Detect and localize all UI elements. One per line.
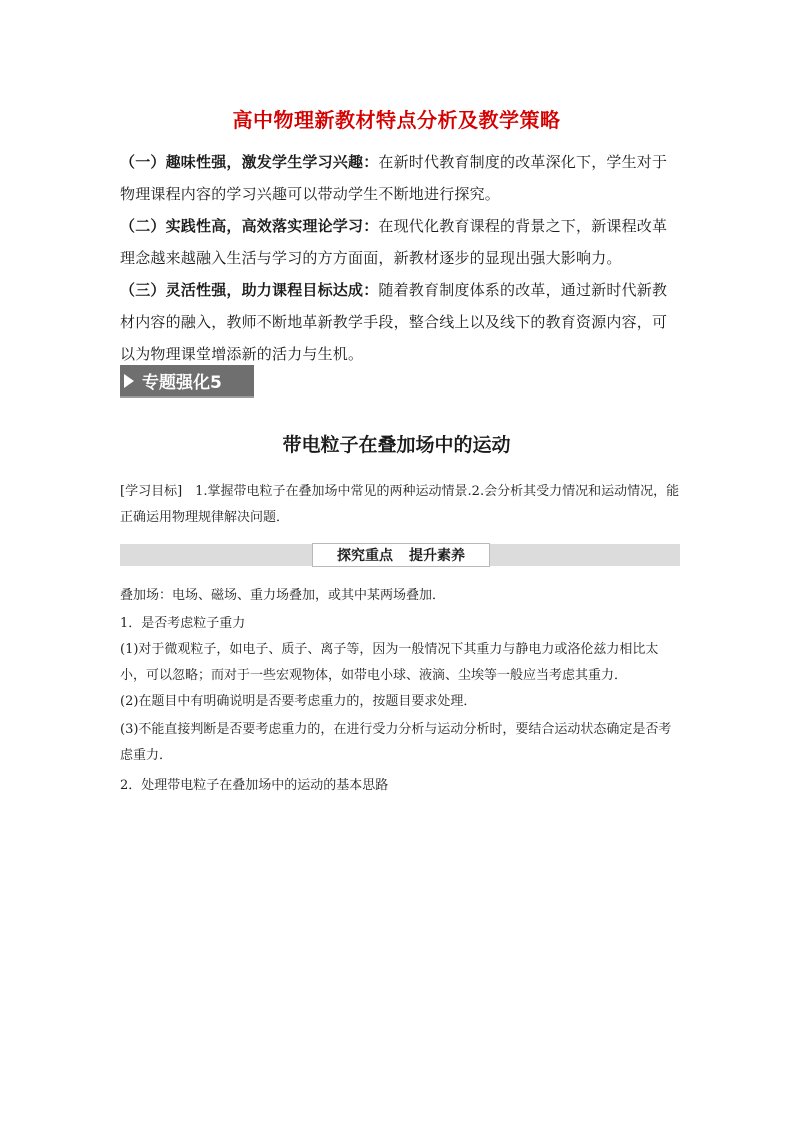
- section-title: 带电粒子在叠加场中的运动: [282, 434, 511, 456]
- body-line-1: 叠加场：电场、磁场、重力场叠加，或其中某两场叠加．: [120, 588, 446, 603]
- body-line-5: (3)不能直接判断是否要考虑重力的，在进行受力分析与运动分析时，要结合运动状态确定是否考虑重力．: [120, 722, 672, 763]
- banner-underline: [120, 396, 254, 398]
- body-line-2: 1．是否考虑粒子重力: [120, 616, 246, 631]
- triangle-arrow-icon: [124, 374, 134, 388]
- band-label-left: 探究重点: [337, 548, 393, 564]
- intro-paragraph-3: [120, 274, 680, 370]
- intro-text-3: 随着教育制度体系的改革，通过新时代新教材内容的融入，教师不断地革新教学手段，整合线上以及线下的教育资源内容，可以为物理课堂增添新的活力与生机。: [120, 281, 668, 363]
- body-line-6: 2．处理带电粒子在叠加场中的运动的基本思路: [120, 778, 389, 793]
- intro-heading-3: （三）灵活性强，助力课程目标达成：: [120, 281, 379, 299]
- intro-heading-2: （二）实践性高，高效落实理论学习：: [120, 217, 379, 235]
- body-line-4: (2)在题目中有明确说明是否要考虑重力的，按题目要求处理．: [120, 694, 477, 709]
- section-band-label: [312, 543, 490, 567]
- body-line-3: (1)对于微观粒子，如电子、质子、离子等，因为一般情况下其重力与静电力或洛伦兹力相比太小，可以忽略；而对于一些宏观物体，如带电小球、液滴、尘埃等一般应当考虑其重力．: [120, 642, 659, 683]
- page-title: 高中物理新教材特点分析及教学策略: [232, 108, 561, 132]
- topic-banner: [120, 365, 254, 396]
- intro-heading-1: （一）趣味性强，激发学生学习兴趣：: [120, 153, 379, 171]
- intro-paragraph-2: [120, 210, 680, 274]
- intro-paragraph-1: [120, 146, 680, 210]
- intro-text-1: 在新时代教育制度的改革深化下，学生对于物理课程内容的学习兴趣可以带动学生不断地进行探究。: [120, 153, 668, 203]
- topic-banner-label: 专题强化5: [142, 373, 222, 393]
- band-label-right: 提升素养: [409, 548, 465, 564]
- intro-text-2: 在现代化教育课程的背景之下，新课程改革理念越来越融入生活与学习的方方面面，新教材逐步的显现出强大影响力。: [120, 217, 668, 267]
- learning-goals: [学习目标] 1.掌握带电粒子在叠加场中常见的两种运动情景.2.会分析其受力情况和运动情况，能正确运用物理规律解决问题．: [120, 484, 680, 525]
